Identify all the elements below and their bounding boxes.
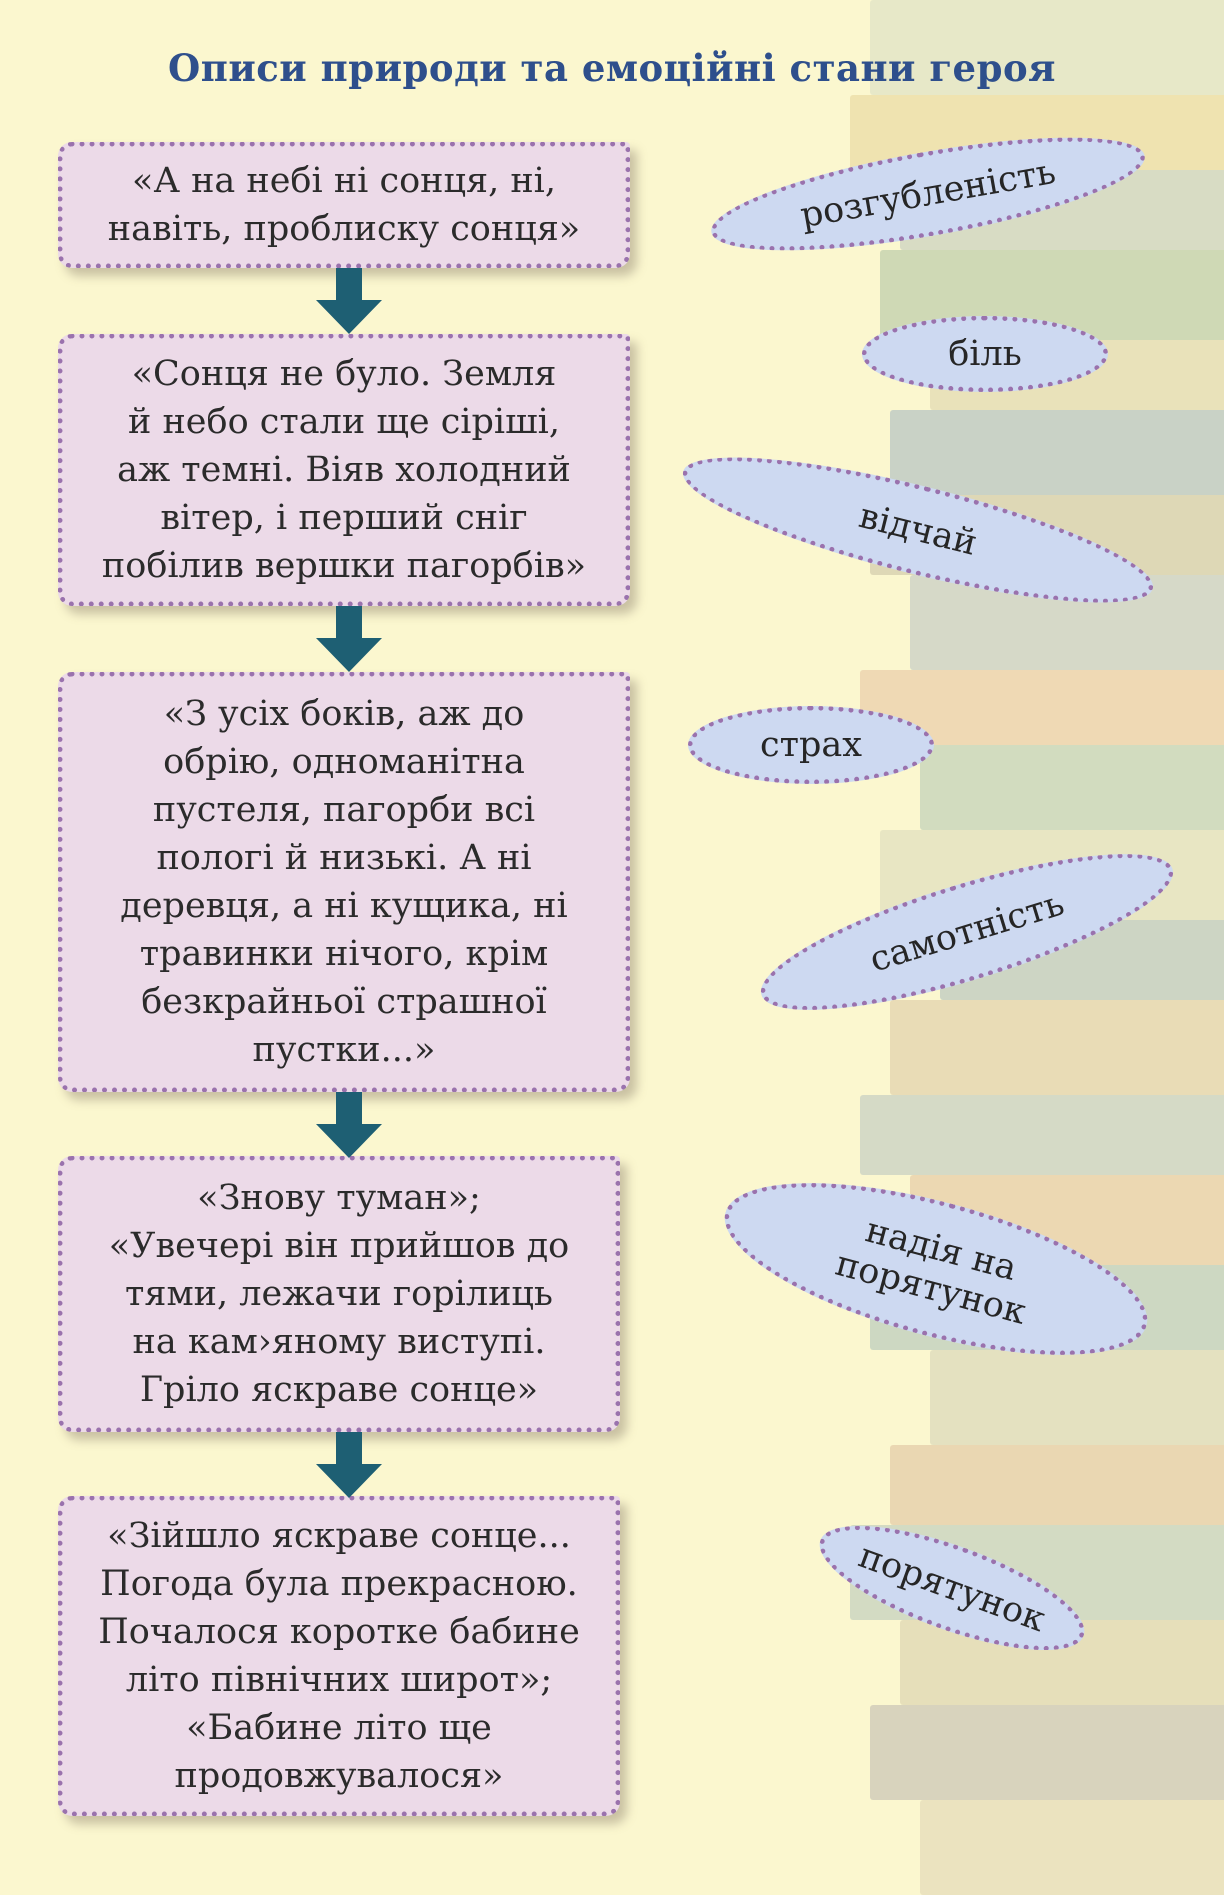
emotion-oval-2	[862, 316, 1108, 392]
page-title: Описи природи та емоційні стани героя	[168, 46, 1056, 90]
quote-box-1	[58, 142, 630, 268]
down-arrow-icon	[314, 268, 384, 338]
emotion-label-5: самотність	[865, 883, 1069, 981]
emotion-label-3: відчай	[855, 496, 981, 564]
quote-text-2: «Сонця не було. Земля й небо стали ще сіріші, аж темні. Віяв холодний вітер, і перший сніг побілив вершки пагорбів»	[101, 354, 587, 586]
quote-box-3	[58, 672, 630, 1092]
quote-text-3: «З усіх боків, аж до обрію, одноманітна пустеля, пагорби всі пологі й низькі. А ні деревця, а ні кущика, ні травинки нічого, крім безкрайньої страшної пустки...»	[120, 694, 568, 1070]
emotion-label-6: надія на порятунок	[831, 1210, 1031, 1333]
emotion-label-2: біль	[948, 334, 1022, 374]
down-arrow-icon	[314, 1092, 384, 1162]
down-arrow-icon	[314, 606, 384, 676]
emotion-label-1: розгубленість	[797, 151, 1059, 237]
quote-box-5	[58, 1496, 620, 1816]
emotion-label-4: страх	[760, 725, 862, 765]
emotion-label-7: порятунок	[853, 1535, 1051, 1641]
quote-box-4	[58, 1156, 620, 1432]
quote-box-2	[58, 334, 630, 606]
emotion-oval-4	[688, 706, 934, 784]
quote-text-4: «Знову туман»; «Увечері він прийшов до тями, лежачи горілиць на кам›яному виступі. Гріло яскраве сонце»	[108, 1178, 570, 1410]
quote-text-1: «А на небі ні сонця, ні, навіть, проблиску сонця»	[107, 161, 581, 249]
down-arrow-icon	[314, 1432, 384, 1502]
quote-text-5: «Зійшло яскраве сонце... Погода була прекрасною. Почалося коротке бабине літо північних широт»; «Бабине літо ще продовжувалося»	[98, 1516, 580, 1796]
